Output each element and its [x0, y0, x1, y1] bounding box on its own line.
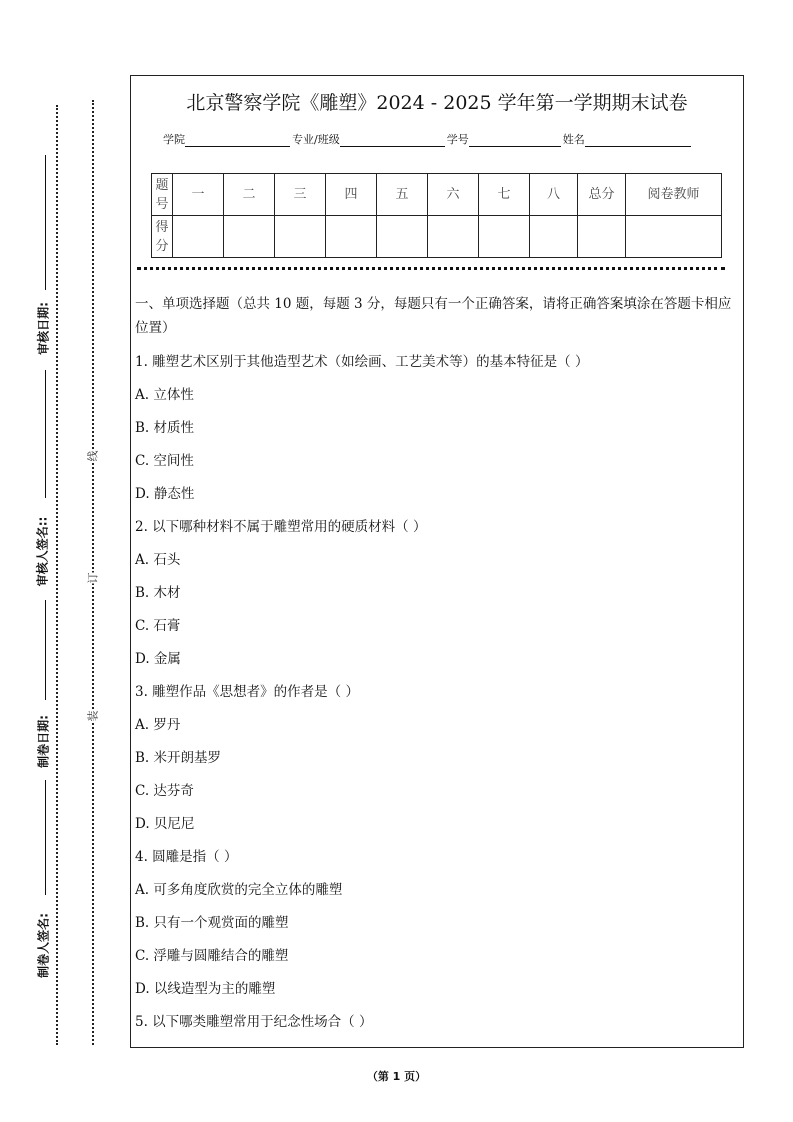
question-text: 2. 以下哪种材料不属于雕塑常用的硬质材料（ ） — [135, 519, 427, 535]
question-text: 1. 雕塑艺术区别于其他造型艺术（如绘画、工艺美术等）的基本特征是（ ） — [135, 354, 589, 370]
score-cell[interactable] — [479, 216, 530, 258]
maker-sign-label: 制卷人签名: — [36, 913, 51, 978]
bind-char: 订 — [86, 572, 100, 584]
score-header-cell: 阅卷教师 — [626, 174, 722, 216]
score-header-cell: 总分 — [578, 174, 626, 216]
line-char: 线 — [86, 450, 100, 462]
student-info — [163, 131, 693, 147]
answer-option: C. 浮雕与圆雕结合的雕塑 — [135, 948, 289, 964]
major-label: 专业/班级 — [292, 133, 340, 146]
score-header-cell: 一 — [173, 174, 224, 216]
name-field[interactable] — [585, 134, 691, 147]
answer-option: C. 空间性 — [135, 453, 194, 469]
student-id-field[interactable] — [469, 134, 561, 147]
mount-char: 装 — [86, 710, 100, 722]
question-text: 3. 雕塑作品《思想者》的作者是（ ） — [135, 684, 359, 700]
answer-option: A. 石头 — [135, 552, 181, 568]
answer-option: C. 达芬奇 — [135, 783, 194, 799]
score-cell[interactable] — [173, 216, 224, 258]
score-header-cell: 七 — [479, 174, 530, 216]
college-field[interactable] — [185, 134, 290, 147]
make-date-label: 制卷日期: — [36, 715, 51, 768]
answer-option: D. 金属 — [135, 651, 181, 667]
score-header-cell: 八 — [530, 174, 578, 216]
answer-option: D. 贝尼尼 — [135, 816, 195, 832]
make-date-line — [45, 600, 46, 700]
answer-option: C. 石膏 — [135, 618, 181, 634]
exam-body — [135, 292, 735, 1039]
seal-dotted-line — [137, 267, 725, 270]
score-header-cell: 二 — [224, 174, 275, 216]
exam-title: 北京警察学院《雕塑》2024 - 2025 学年第一学期期末试卷 — [186, 92, 688, 114]
score-cell[interactable] — [530, 216, 578, 258]
question-text: 4. 圆雕是指（ ） — [135, 849, 238, 865]
score-cell[interactable] — [377, 216, 428, 258]
score-header-cell: 题号 — [152, 174, 173, 216]
review-date-label: 审核日期: — [36, 302, 51, 355]
score-cell[interactable] — [326, 216, 377, 258]
score-cell[interactable] — [578, 216, 626, 258]
major-field[interactable] — [340, 134, 445, 147]
score-header-cell: 四 — [326, 174, 377, 216]
review-date-line — [45, 155, 46, 290]
score-label-cell: 得分 — [152, 216, 173, 258]
score-header-cell: 五 — [377, 174, 428, 216]
answer-option: D. 静态性 — [135, 486, 195, 502]
answer-option: B. 只有一个观赏面的雕塑 — [135, 915, 289, 931]
answer-option: B. 材质性 — [135, 420, 195, 436]
answer-option: A. 立体性 — [135, 387, 194, 403]
score-cell[interactable] — [626, 216, 722, 258]
reviewer-sign-label: 审核人签名:: — [35, 516, 50, 587]
score-table — [151, 173, 722, 258]
name-label: 姓名 — [562, 133, 585, 146]
answer-option: B. 米开朗基罗 — [135, 750, 222, 766]
outer-dotted-line — [56, 105, 58, 1045]
section-heading: 一、单项选择题（总共 10 题，每题 3 分，每题只有一个正确答案，请将正确答案填涂在答题卡相应位置） — [135, 296, 732, 336]
score-cell[interactable] — [224, 216, 275, 258]
score-cell[interactable] — [428, 216, 479, 258]
answer-option: A. 罗丹 — [135, 717, 181, 733]
score-cell[interactable] — [275, 216, 326, 258]
score-header-cell: 三 — [275, 174, 326, 216]
question-text: 5. 以下哪类雕塑常用于纪念性场合（ ） — [135, 1014, 373, 1030]
score-header-cell: 六 — [428, 174, 479, 216]
answer-option: D. 以线造型为主的雕塑 — [135, 981, 276, 997]
page-number: （第 1 页） — [366, 1070, 427, 1083]
maker-sign-line — [45, 780, 46, 895]
student-id-label: 学号 — [446, 133, 469, 146]
answer-option: A. 可多角度欣赏的完全立体的雕塑 — [135, 882, 343, 898]
answer-option: B. 木材 — [135, 585, 181, 601]
reviewer-sign-line — [45, 370, 46, 498]
college-label: 学院 — [163, 133, 185, 146]
